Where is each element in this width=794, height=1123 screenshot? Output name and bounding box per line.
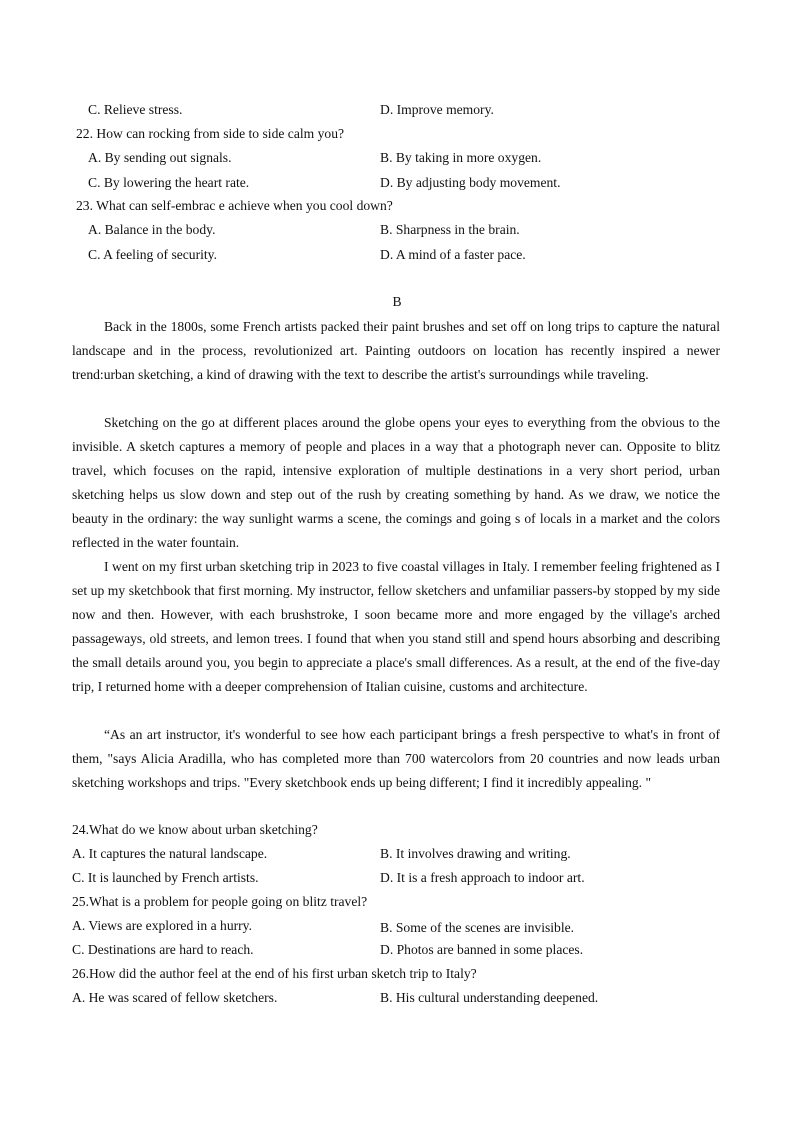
q23-option-b: B. Sharpness in the brain. bbox=[380, 222, 520, 237]
passage-paragraph-2: Sketching on the go at different places around the globe opens your eyes to everything from the obvious to the invisible. A sketch captures a memory of people and places in a way that a photograph never can. Opposite to blitz travel, which focuses on the rapid, intensive exploration of multiple destinations in a very short period, urban sketching helps us slow down and step out of the rush by creating something by hand. As we draw, we notice the beauty in the ordinary: the way sunlight warms a scene, the comings and going s of locals in a market and the colors reflected in the water fountain. bbox=[72, 415, 720, 550]
q22-option-c: C. By lowering the heart rate. bbox=[88, 175, 250, 190]
passage-paragraph-4: “As an art instructor, it's wonderful to see how each participant brings a fresh perspective to what's in front of them, "says Alicia Aradilla, who has completed more than 700 watercolors from 20 countries and now leads urban sketching workshops and trips. "Every sketchbook ends up being different; I find it incredibly appealing. " bbox=[72, 727, 720, 790]
q22-stem: 22. How can rocking from side to side calm you? bbox=[76, 126, 345, 141]
section-b-heading: B bbox=[392, 294, 402, 309]
q23-option-c: C. A feeling of security. bbox=[88, 247, 217, 262]
q26-option-b: B. His cultural understanding deepened. bbox=[380, 990, 599, 1005]
q24-option-b: B. It involves drawing and writing. bbox=[380, 846, 571, 861]
passage-paragraph-3: I went on my first urban sketching trip in 2023 to five coastal villages in Italy. I remember feeling frightened as I set up my sketchbook that first morning. My instructor, fellow sketchers and unfamiliar passers-by stopped by my side now and then. However, with each brushstroke, I soon became more and more engaged by the village's arched passageways, old streets, and lemon trees. I found that when you stand still and spend hours absorbing and describing the small details around you, you begin to appreciate a place's small differences. As a result, at the end of the five-day trip, I returned home with a deeper comprehension of Italian cuisine, customs and architecture. bbox=[72, 559, 720, 694]
q25-option-b: B. Some of the scenes are invisible. bbox=[380, 920, 575, 935]
q23-option-a: A. Balance in the body. bbox=[88, 222, 216, 237]
q24-stem: 24.What do we know about urban sketching? bbox=[72, 822, 318, 837]
q25-stem: 25.What is a problem for people going on blitz travel? bbox=[72, 894, 368, 909]
q21-option-c: C. Relieve stress. bbox=[88, 102, 183, 117]
q22-option-a: A. By sending out signals. bbox=[88, 150, 232, 165]
q23-stem: 23. What can self-embrac e achieve when you cool down? bbox=[76, 198, 393, 213]
q26-stem: 26.How did the author feel at the end of his first urban sketch trip to Italy? bbox=[72, 966, 477, 981]
q22-option-d: D. By adjusting body movement. bbox=[380, 175, 561, 190]
passage-paragraph-1: Back in the 1800s, some French artists packed their paint brushes and set off on long trips to capture the natural landscape and in the process, revolutionized art. Painting outdoors on location has recently inspired a newer trend:urban sketching, a kind of drawing with the text to describe the artist's surroundings while traveling. bbox=[72, 319, 720, 382]
q24-option-d: D. It is a fresh approach to indoor art. bbox=[380, 870, 585, 885]
q24-option-c: C. It is launched by French artists. bbox=[72, 870, 259, 885]
q26-option-a: A. He was scared of fellow sketchers. bbox=[72, 990, 278, 1005]
q23-option-d: D. A mind of a faster pace. bbox=[380, 247, 526, 262]
q25-option-c: C. Destinations are hard to reach. bbox=[72, 942, 254, 957]
q24-option-a: A. It captures the natural landscape. bbox=[72, 846, 268, 861]
q25-option-d: D. Photos are banned in some places. bbox=[380, 942, 584, 957]
q22-option-b: B. By taking in more oxygen. bbox=[380, 150, 542, 165]
q25-option-a: A. Views are explored in a hurry. bbox=[72, 918, 252, 933]
q21-option-d: D. Improve memory. bbox=[380, 102, 494, 117]
